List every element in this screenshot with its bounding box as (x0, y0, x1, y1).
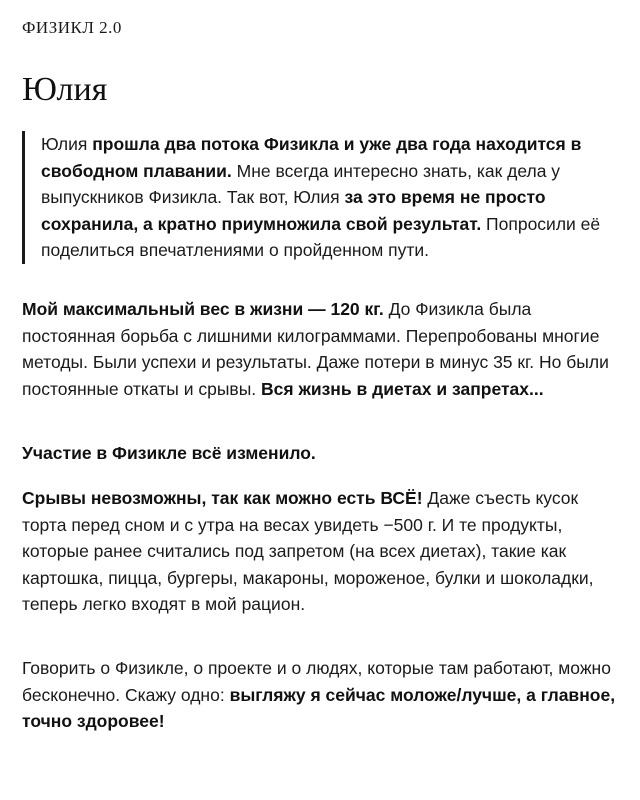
paragraph-highlight: Участие в Физикле всё изменило. (22, 443, 316, 463)
paragraph-change (22, 440, 626, 467)
quote-highlight: прошла два потока Физикла и уже два года находится в свободном плавании. (41, 134, 582, 181)
intro-quote (22, 131, 620, 264)
paragraph-highlight: Вся жизнь в диетах и запретах... (261, 378, 544, 399)
paragraph-text: Даже съесть кусок торта перед сном и с утра на весах увидеть −500 г. И те продукты, которые ранее считались под запретом (на всех диетах), такие как картошка, пицца, бургеры, макароны, мороженое, булки и шоколадки, теперь легко входят в мой рацион. (22, 488, 594, 614)
paragraph-text: До Физикла была постоянная борьба с лишними килограммами. Перепробованы многие методы. Были успехи и результаты. Даже потери в минус 35 кг. Но были постоянные откаты и срывы. (22, 299, 609, 399)
quote-text: Юлия (41, 134, 93, 154)
paragraph-highlight: Срывы невозможны, так как можно есть ВСЁ! (22, 488, 423, 508)
quote-highlight: за это время не просто сохранила, а кратно приумножила свой результат. (41, 187, 546, 234)
article-title: Юлия (22, 71, 108, 108)
brand-logo: ФИЗИКЛ 2.0 (22, 18, 122, 37)
paragraph-highlight: выгляжу я сейчас моложе/лучше, а главное, точно здоровее! (22, 684, 616, 731)
paragraph-conclusion (22, 655, 626, 735)
paragraph-no-breakdowns (22, 485, 626, 618)
quote-text: Мне всегда интересно знать, как дела у выпускников Физикла. Так вот, Юлия (41, 160, 561, 207)
quote-text: Попросили её поделиться впечатлениями о пройденном пути. (41, 213, 601, 260)
paragraph-max-weight (22, 296, 626, 402)
paragraph-highlight: Мой максимальный вес в жизни — 120 кг. (22, 299, 384, 319)
paragraph-text: Говорить о Физикле, о проекте и о людях, которые там работают, можно бесконечно. Скажу одно: (22, 658, 611, 705)
